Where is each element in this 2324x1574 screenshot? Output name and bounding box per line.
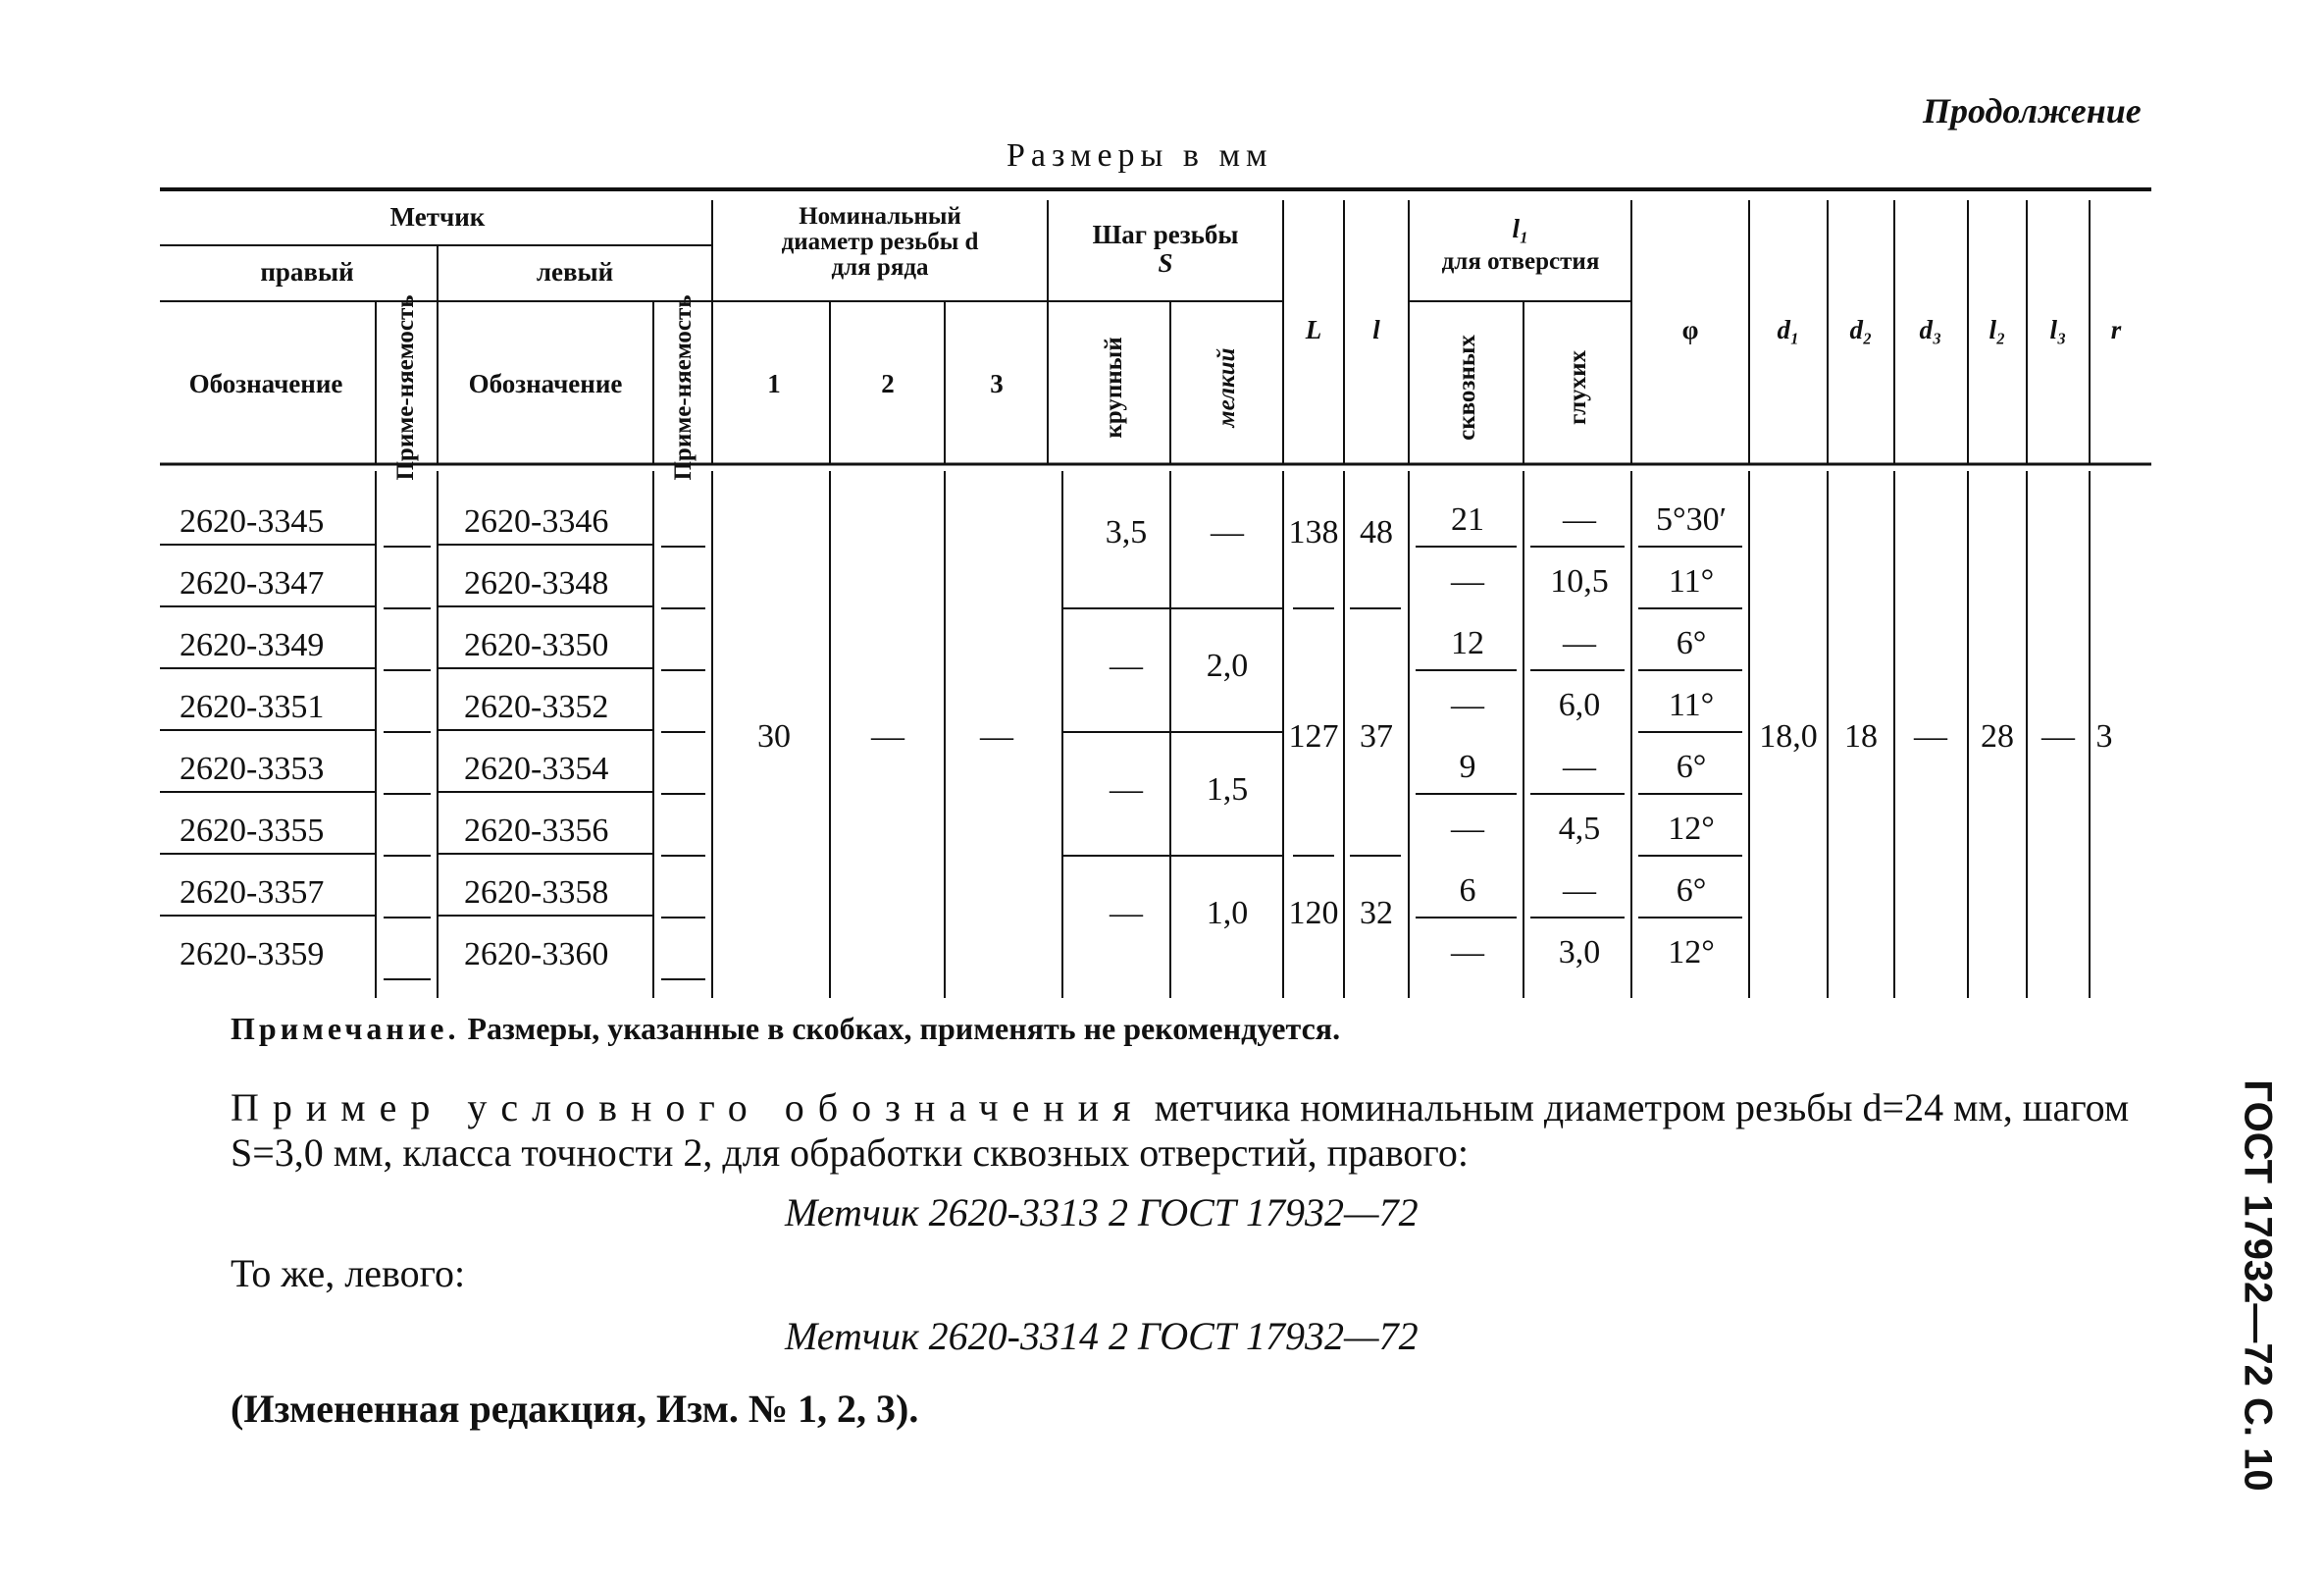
pitch-coarse-value: — <box>1110 648 1143 684</box>
header-d2: d₂ <box>1849 315 1873 344</box>
l2-value: 28 <box>1981 718 2014 755</box>
row-right-designation: 2620-3353 <box>180 751 325 787</box>
pitch-coarse-value: 3,5 <box>1105 514 1148 551</box>
example-lead: Пример условного обозначения <box>231 1085 1145 1129</box>
header-fine: мелкий <box>1214 347 1240 428</box>
note-text: Размеры, указанные в скобках, применять не рекомендуется. <box>467 1011 1341 1046</box>
row-left-designation: 2620-3360 <box>464 936 609 972</box>
l1-through-value: — <box>1451 563 1484 600</box>
header-nominal-diameter-1: Номинальный <box>799 203 961 230</box>
example-paragraph <box>231 1085 2148 1176</box>
pitch-coarse-value: — <box>1110 771 1143 808</box>
l1-blind-value: — <box>1563 872 1596 909</box>
header-l1-for-hole: для отверстия <box>1441 248 1600 275</box>
length-L-value: 138 <box>1288 514 1339 551</box>
dimensions-table <box>160 186 2161 1011</box>
l1-blind-value: 10,5 <box>1550 563 1609 600</box>
header-coarse: крупный <box>1101 337 1127 439</box>
l1-through-value: — <box>1451 811 1484 847</box>
row-left-designation: 2620-3348 <box>464 565 609 602</box>
l3-value: — <box>2041 718 2075 755</box>
example-designation-right: Метчик 2620-3313 2 ГОСТ 17932—72 <box>785 1190 1419 1234</box>
example-same-left: То же, левого: <box>231 1251 466 1295</box>
header-l1: l₁ <box>1512 214 1529 243</box>
phi-value: 6° <box>1676 749 1707 785</box>
l1-through-value: — <box>1451 687 1484 723</box>
row-right-designation: 2620-3357 <box>180 874 325 911</box>
l1-blind-value: 3,0 <box>1558 934 1601 971</box>
row-left-designation: 2620-3346 <box>464 503 609 540</box>
header-applicability-right: Приме-няемость <box>392 294 419 481</box>
row-left-designation: 2620-3352 <box>464 689 609 725</box>
header-tap: Метчик <box>389 202 486 232</box>
header-l3: l₃ <box>2049 315 2067 344</box>
length-l-value: 37 <box>1360 718 1393 755</box>
note-lead: Примечание. <box>231 1011 460 1046</box>
row-right-designation: 2620-3347 <box>180 565 325 602</box>
pitch-fine-value: — <box>1211 514 1244 551</box>
header-l2: l₂ <box>1988 315 2006 344</box>
header-row-3: 3 <box>990 369 1004 398</box>
header-left: левый <box>536 257 614 287</box>
length-l-value: 32 <box>1360 895 1393 931</box>
diameter-row-2-value: — <box>871 718 904 755</box>
header-pitch-2: S <box>1158 248 1173 278</box>
standard-page-code-text: ГОСТ 17932—72 С. 10 <box>2236 1079 2280 1492</box>
diameter-row-3-value: — <box>980 718 1013 755</box>
example-text: метчика номинальным диаметром резьбы d=24 мм, шагом S=3,0 мм, класса точности 2, для обработки сквозных отверстий, правого: <box>231 1085 2130 1175</box>
l1-blind-value: — <box>1563 625 1596 661</box>
header-designation-right: Обозначение <box>188 369 343 398</box>
row-left-designation: 2620-3350 <box>464 627 609 663</box>
pitch-coarse-value: — <box>1110 895 1143 931</box>
header-row-1: 1 <box>767 369 781 398</box>
row-right-designation: 2620-3359 <box>180 936 325 972</box>
pitch-fine-value: 1,0 <box>1206 895 1249 931</box>
length-L-value: 120 <box>1288 895 1339 931</box>
phi-value: 12° <box>1668 934 1715 971</box>
header-phi: φ <box>1681 315 1699 344</box>
header-right: правый <box>260 257 354 287</box>
row-left-designation: 2620-3354 <box>464 751 609 787</box>
header-L: L <box>1305 315 1322 344</box>
row-right-designation: 2620-3355 <box>180 813 325 849</box>
l1-through-value: 21 <box>1451 501 1484 538</box>
header-d3: d₃ <box>1919 315 1942 344</box>
row-left-designation: 2620-3356 <box>464 813 609 849</box>
example-designation-left: Метчик 2620-3314 2 ГОСТ 17932—72 <box>785 1314 1419 1358</box>
pitch-fine-value: 1,5 <box>1206 771 1249 808</box>
header-nominal-diameter-3: для ряда <box>831 254 929 281</box>
header-r: r <box>2110 315 2122 344</box>
row-right-designation: 2620-3349 <box>180 627 325 663</box>
d1-value: 18,0 <box>1759 718 1818 755</box>
row-left-designation: 2620-3358 <box>464 874 609 911</box>
table-rules <box>160 189 2151 998</box>
l1-blind-value: — <box>1563 501 1596 538</box>
header-nominal-diameter-2: диаметр резьбы d <box>781 229 979 255</box>
d2-value: 18 <box>1844 718 1878 755</box>
d3-value: — <box>1914 718 1947 755</box>
phi-value: 11° <box>1668 687 1715 723</box>
phi-value: 11° <box>1668 563 1715 600</box>
header-l: l <box>1372 315 1380 344</box>
standard-page-code <box>2235 1079 2280 1492</box>
row-right-designation: 2620-3345 <box>180 503 325 540</box>
header-pitch-1: Шаг резьбы <box>1092 220 1239 249</box>
length-l-value: 48 <box>1360 514 1393 551</box>
row-right-designation: 2620-3351 <box>180 689 325 725</box>
header-d1: d₁ <box>1777 315 1800 344</box>
l1-blind-value: 6,0 <box>1558 687 1601 723</box>
header-designation-left: Обозначение <box>468 369 623 398</box>
l1-through-value: — <box>1451 934 1484 971</box>
phi-value: 5°30′ <box>1655 501 1728 538</box>
l1-blind-value: — <box>1563 749 1596 785</box>
diameter-row-1-value: 30 <box>757 718 791 755</box>
header-blind: глухих <box>1565 349 1591 426</box>
r-value: 3 <box>2095 718 2113 755</box>
phi-value: 12° <box>1668 811 1715 847</box>
pitch-fine-value: 2,0 <box>1206 648 1249 684</box>
edition-note: (Измененная редакция, Изм. № 1, 2, 3). <box>231 1387 919 1431</box>
table-note <box>231 1011 1340 1047</box>
phi-value: 6° <box>1676 872 1707 909</box>
phi-value: 6° <box>1676 625 1707 661</box>
l1-through-value: 6 <box>1459 872 1476 909</box>
l1-through-value: 9 <box>1459 749 1476 785</box>
header-row-2: 2 <box>881 369 895 398</box>
l1-through-value: 12 <box>1451 625 1484 661</box>
table-grid <box>160 186 2161 1006</box>
continuation-label: Продолжение <box>1923 91 2142 131</box>
header-applicability-left: Приме-няемость <box>670 294 697 481</box>
units-caption: Размеры в мм <box>1007 137 1273 174</box>
l1-blind-value: 4,5 <box>1558 811 1601 847</box>
header-through: сквозных <box>1454 335 1480 441</box>
length-L-value: 127 <box>1288 718 1339 755</box>
